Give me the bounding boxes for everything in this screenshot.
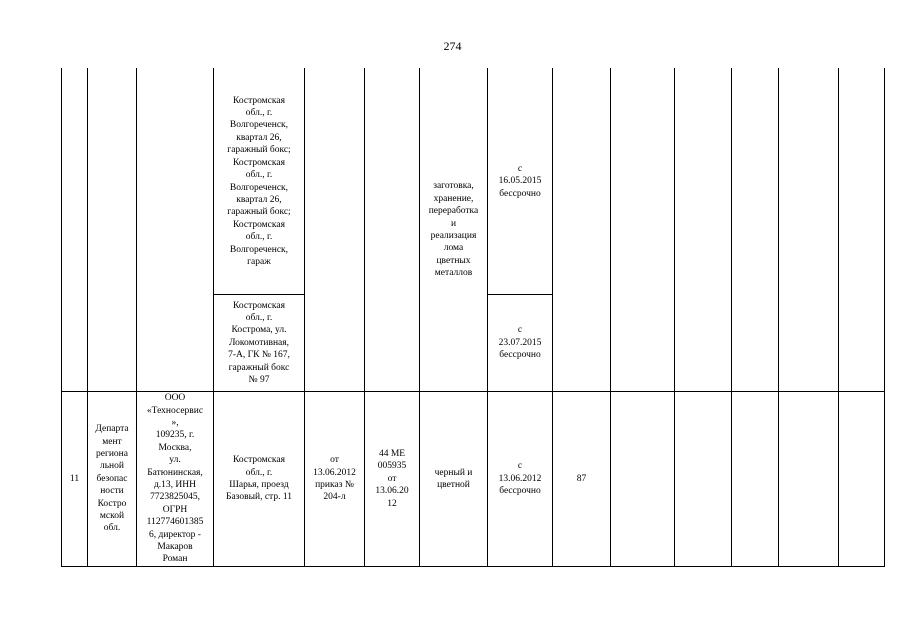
table-line: [61, 566, 885, 567]
table-line: [838, 68, 839, 566]
table-line: [731, 68, 732, 566]
authority-cell: Департа мент региона льной безопас ности Костро мской обл.: [95, 424, 129, 534]
license-cell: 44 МЕ 005935 от 13.06.20 12: [375, 448, 409, 509]
table-line: [610, 68, 611, 566]
term-cell: с 23.07.2015 бессрочно: [498, 325, 542, 361]
page-number: 274: [443, 39, 462, 53]
company-cell: ООО «Техносервис », 109235, г. Москва, ул. Батюнинская, д.13, ИНН 7723825045, ОГРН 112774601385 6, директор - Макаров Роман: [146, 393, 204, 565]
decision-cell: от 13.06.2012 приказ № 204-л: [313, 455, 356, 503]
activity-cell: заготовка, хранение, переработка и реализация лома цветных металлов: [428, 181, 479, 279]
metal-type-cell: черный и цветной: [434, 467, 473, 490]
term-cell: с 13.06.2012 бессрочно: [498, 461, 542, 497]
object-address-cell: Костромская обл., г. Кострома, ул. Локомотивная, 7-А, ГК № 167, гаражный бокс № 97: [228, 300, 290, 386]
table-line: [674, 68, 675, 566]
table-line: [884, 68, 885, 566]
object-address-cell: Костромская обл., г. Шарья, проезд Базовый, стр. 11: [226, 455, 292, 503]
table-line: [778, 68, 779, 566]
row-number-cell: 11: [69, 473, 80, 484]
count-cell: 87: [576, 473, 587, 484]
object-address-cell: Костромская обл., г. Волгореченск, квартал 26, гаражный бокс; Костромская обл., г. Волгореченск, квартал 26, гаражный бокс; Костромская обл., г. Волгореченск, гараж: [227, 95, 291, 267]
term-cell: с 16.05.2015 бессрочно: [498, 163, 542, 199]
